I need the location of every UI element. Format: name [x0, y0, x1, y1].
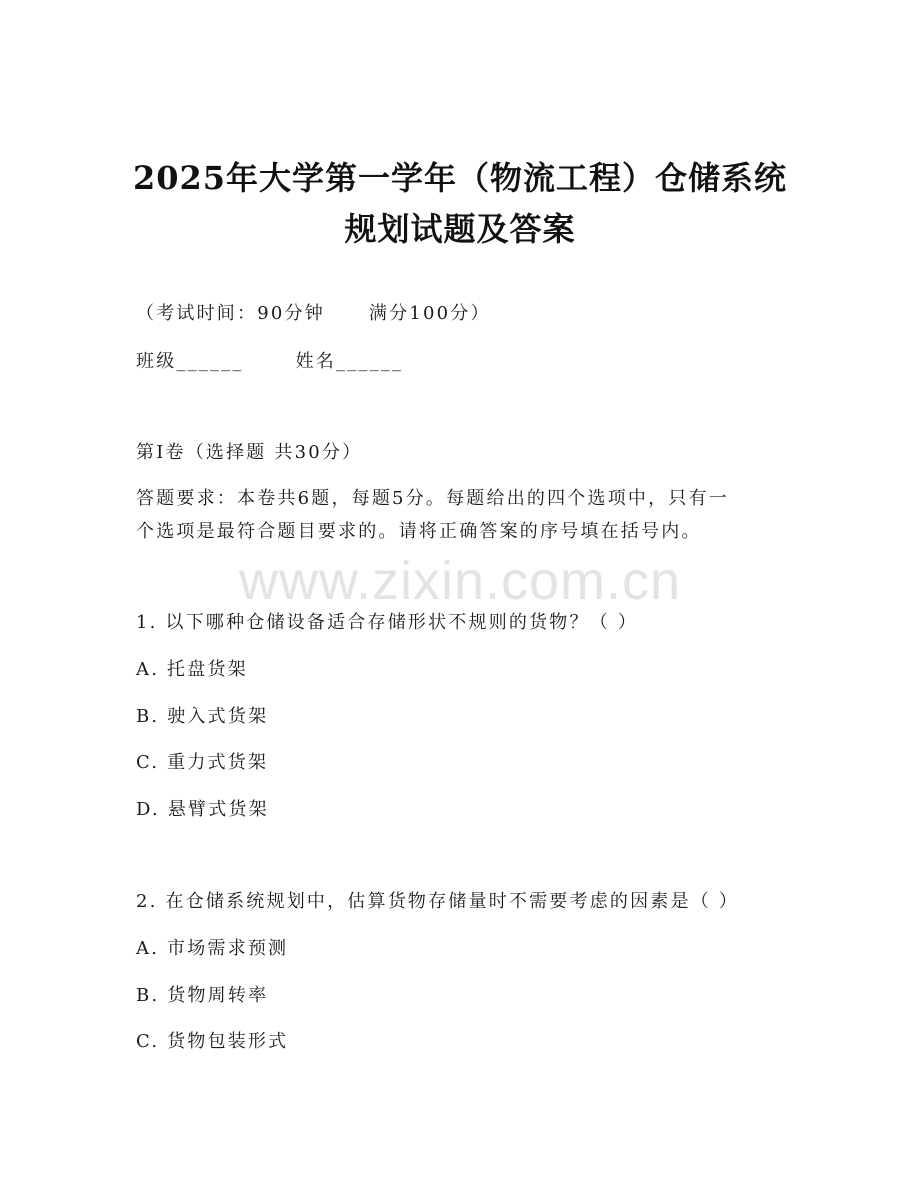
exam-info	[136, 302, 491, 326]
exam-time: （考试时间：90分钟	[136, 303, 325, 324]
document-title-line2: 规划试题及答案	[344, 210, 576, 248]
class-field: 班级______	[136, 351, 244, 372]
student-info	[136, 350, 403, 374]
question-option: C. 货物包装形式	[136, 1031, 289, 1052]
question-option: B. 货物周转率	[136, 985, 269, 1006]
question-option: B. 驶入式货架	[136, 706, 269, 727]
document-title-line1: 2025年大学第一学年（物流工程）仓储系统	[132, 159, 788, 197]
full-score: 满分100分）	[368, 303, 491, 324]
question-option: A. 托盘货架	[136, 659, 248, 680]
instructions-line1: 答题要求：本卷共6题，每题5分。每题给出的四个选项中，只有一	[136, 488, 729, 509]
instructions-line2: 个选项是最符合题目要求的。请将正确答案的序号填在括号内。	[136, 521, 702, 542]
question-option: C. 重力式货架	[136, 752, 269, 773]
question-option: A. 市场需求预测	[136, 938, 289, 959]
watermark: www.zixin.com.cn	[238, 551, 682, 611]
question-stem: 2. 在仓储系统规划中，估算货物存储量时不需要考虑的因素是（ ）	[136, 891, 740, 912]
question-option: D. 悬臂式货架	[136, 799, 269, 820]
section-title: 第I卷（选择题 共30分）	[136, 442, 363, 463]
question-stem: 1. 以下哪种仓储设备适合存储形状不规则的货物？（ ）	[136, 612, 639, 633]
name-field: 姓名______	[295, 351, 404, 372]
